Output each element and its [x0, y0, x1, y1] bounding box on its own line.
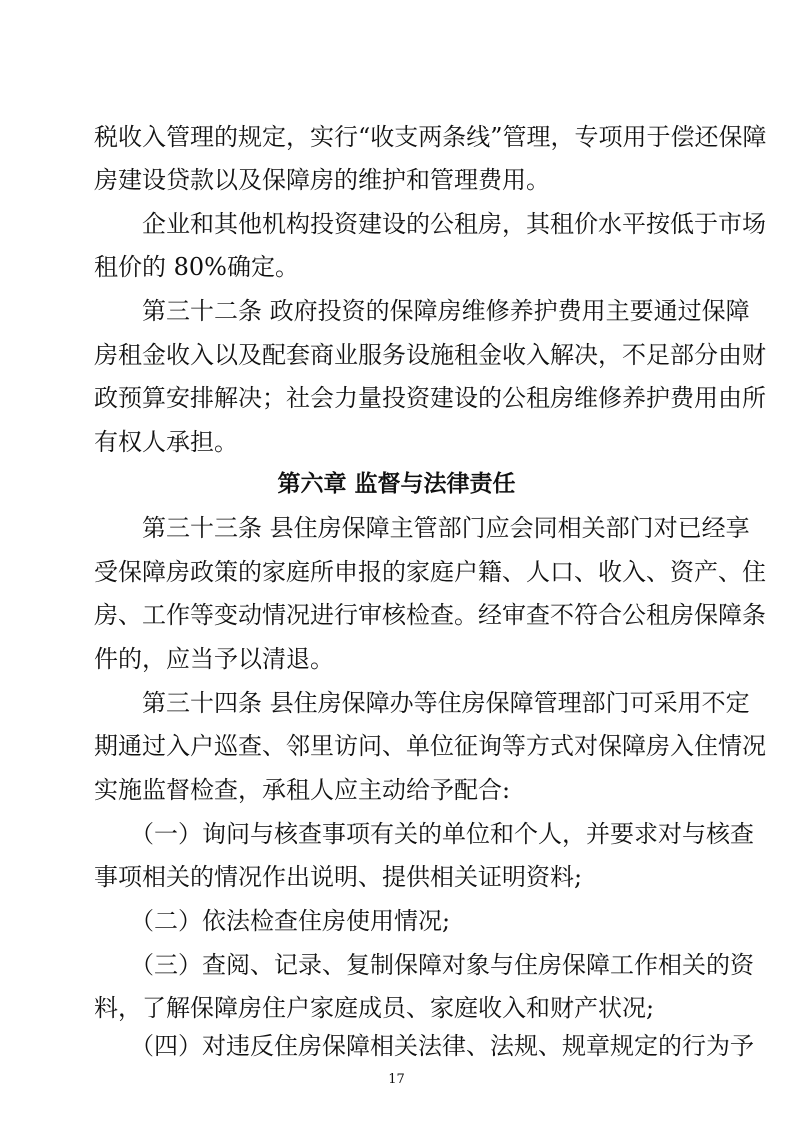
line-text: 房、工作等变动情况进行审核检查。经审查不符合公租房保障条 [94, 601, 766, 629]
line-text: （三）查阅、记录、复制保障对象与住房保障工作相关的资 [130, 951, 754, 979]
line-text: 第三十三条 县住房保障主管部门应会同相关部门对已经享 [142, 514, 750, 542]
line-text: 有权人承担。 [94, 428, 238, 456]
line-text: 实施监督检查，承租人应主动给予配合: [94, 776, 511, 804]
line-text: （四）对违反住房保障相关法律、法规、规章规定的行为予 [130, 1032, 754, 1060]
chapter-heading: 第六章 监督与法律责任 [277, 471, 516, 497]
page-number: 17 [388, 1072, 405, 1087]
line-text: 房建设贷款以及保障房的维护和管理费用。 [94, 166, 550, 194]
line-text: （二）依法检查住房使用情况; [130, 907, 451, 935]
line-text: 期通过入户巡查、邻里访问、单位征询等方式对保障房入住情况 [94, 732, 766, 760]
line-text: 政预算安排解决；社会力量投资建设的公租房维修养护费用由所 [94, 384, 766, 412]
line-text: 房租金收入以及配套商业服务设施租金收入解决，不足部分由财 [94, 341, 766, 369]
line-text: 第三十二条 政府投资的保障房维修养护费用主要通过保障 [142, 297, 750, 325]
line-text: （一）询问与核查事项有关的单位和个人，并要求对与核查 [130, 820, 754, 848]
line-text: 企业和其他机构投资建设的公租房，其租价水平按低于市场 [142, 210, 766, 238]
line-text: 税收入管理的规定，实行“收支两条线”管理，专项用于偿还保障 [94, 123, 767, 151]
line-text: 第三十四条 县住房保障办等住房保障管理部门可采用不定 [142, 689, 750, 717]
line-text: 受保障房政策的家庭所申报的家庭户籍、人口、收入、资产、住 [94, 558, 766, 586]
line-text: 料，了解保障房住户家庭成员、家庭收入和财产状况; [94, 994, 655, 1022]
line-text: 件的，应当予以清退。 [94, 645, 334, 673]
line-text: 事项相关的情况作出说明、提供相关证明资料; [94, 863, 583, 891]
line-text: 租价的 80%确定。 [94, 253, 299, 281]
